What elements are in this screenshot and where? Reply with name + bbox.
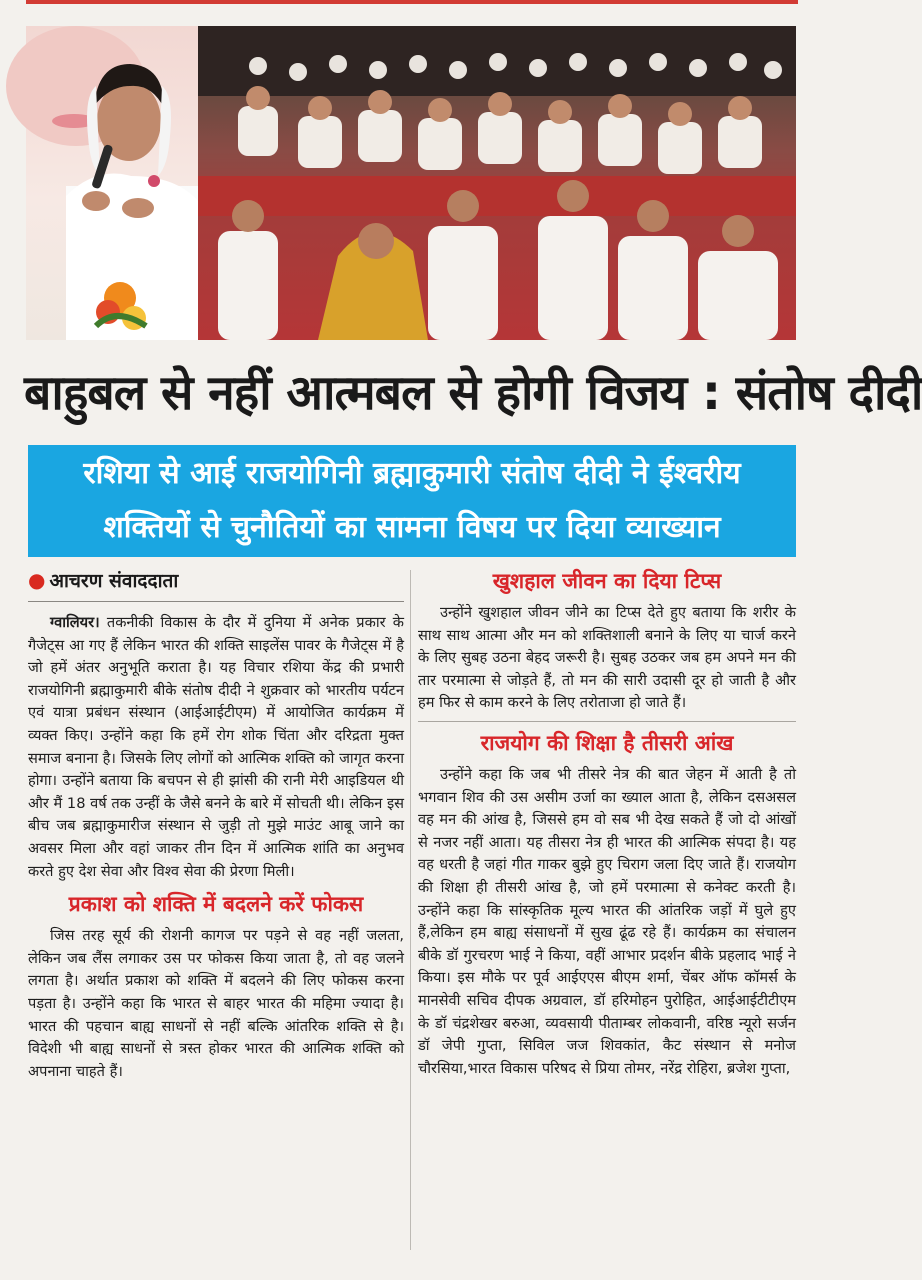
bullet-icon: ● bbox=[28, 568, 46, 592]
paragraph-text: तकनीकी विकास के दौर में दुनिया में अनेक प्रकार के गैजेट्स आ गए हैं लेकिन भारत की शक्ति साइलेंस पावर के गैजेट्स में है जो हमें अंतर अनुभूति कराता है। यह विचार रशिया केंद्र की प्रभारी राजयोगिनी ब्रह्माकुमारी बीके संतोष दीदी ने शुक्रवार को भारतीय पर्यटन एवं यात्रा प्रबंधन संस्थान (आईआईटीएम) में आयोजित कार्यक्रम में व्यक्त किए। उन्होंने कहा कि हमें रोग शोक चिंता और दरिद्रता मुक्त समाज बनाना है। जिसके लिए लोगों को आत्मिक शक्ति को जागृत करना होगा। उन्होंने बताया कि बचपन से ही झांसी की रानी मेरी आइडियल थी और मैं 18 वर्ष तक उन्हीं के जैसे बनने के बारे में सोचती थी। लेकिन इस बीच जब ब्रह्माकुमारीज संस्थान से जुड़ी तो मुझे माउंट आबू जाने का अवसर मिला और वहां जाकर तीन दिन में आत्मिक शांति का अनुभव करते हुए देश सेवा और विश्व सेवा की प्रेरणा मिली। bbox=[28, 614, 404, 880]
top-rule bbox=[26, 0, 798, 4]
byline bbox=[28, 566, 404, 602]
subheadline-line-1: रशिया से आई राजयोगिनी ब्रह्माकुमारी संतोष दीदी ने ईश्वरीय bbox=[83, 456, 741, 491]
audience-photo bbox=[198, 26, 796, 340]
right-column bbox=[418, 566, 796, 1254]
paragraph: उन्होंने खुशहाल जीवन जीने का टिप्स देते हुए बताया कि शरीर के साथ साथ आत्मा और मन को शक्तिशाली बनाने के लिए या चार्ज करने के लिए सुबह उठना बेहद जरूरी है। सुबह उठकर जब हम अपने मन की तार परमात्मा से जोड़ते हैं, तो मन की सारी उदासी दूर हो जाती है और हम फिर से काम करने के लिए तरोताजा हो जाते हैं। bbox=[418, 604, 796, 712]
subheadline-line-2: शक्तियों से चुनौतियों का सामना विषय पर दिया व्याख्यान bbox=[103, 510, 721, 545]
section-heading: खुशहाल जीवन का दिया टिप्स bbox=[492, 569, 722, 593]
headline: बाहुबल से नहीं आत्मबल से होगी विजय : संतोष दीदी bbox=[24, 365, 922, 421]
section-heading: प्रकाश को शक्ति में बदलने करें फोकस bbox=[68, 892, 364, 917]
dateline: ग्वालियर। bbox=[50, 614, 100, 631]
paragraph: जिस तरह सूर्य की रोशनी कागज पर पड़ने से वह नहीं जलता, लेकिन जब लैंस लगाकर उस पर फोकस किया जाता है, तो वह जलने लगता है। अर्थात प्रकाश को शक्ति में बदलने की लिए फोकस करना पड़ता है। उन्होंने कहा कि भारत से बाहर भारत की महिमा ज्यादा है। भारत की पहचान बाह्य साधनों से नहीं बल्कि आंतरिक शक्ति से है। विदेशी भी बाह्य साधनों से त्रस्त होकर भारत की आत्मिक शक्ति को अपनाना चाहते हैं। bbox=[28, 927, 404, 1080]
byline-text: आचरण संवाददाता bbox=[49, 570, 179, 592]
speaker-photo bbox=[26, 26, 198, 340]
column-divider bbox=[410, 570, 411, 1250]
section-heading: राजयोग की शिक्षा है तीसरी आंख bbox=[418, 721, 796, 758]
left-column bbox=[28, 566, 404, 1254]
subheadline-banner bbox=[28, 445, 796, 557]
paragraph bbox=[28, 612, 404, 883]
paragraph: उन्होंने कहा कि जब भी तीसरे नेत्र की बात जेहन में आती है तो भगवान शिव की उस असीम उर्जा का ख्याल आता है, लेकिन दसअसल वह मन की आंख है, जिससे हम वो सब भी देख सकते हैं जो दो आंखों से नजर नहीं आता। यह तीसरा नेत्र ही भारत की आत्मिक संपदा है। यह वह धरती है जहां गीत गाकर बुझे हुए चिराग जला दिए जाते हैं। राजयोग की शिक्षा ही तीसरी आंख है, जो हमें परमात्मा से कनेक्ट करती है। उन्होंने कहा कि सांस्कृतिक मूल्य भारत की आंतरिक जड़ों में घुले हुए हैं,लेकिन हम बाह्य संसाधनों में सुख ढूंढ रहे हैं। कार्यक्रम का संचालन बीके डॉ गुरचरण भाई ने किया, वहीं आभार प्रदर्शन बीके प्रहलाद भाई ने किया। इस मौके पर पूर्व आईएएस बीएम शर्मा, चेंबर ऑफ कॉमर्स के मानसेवी सचिव दीपक अग्रवाल, डॉ हरिमोहन पुरोहित, आईआईटीटीएम के डॉ चंद्रशेखर बरुआ, व्यवसायी पीताम्बर लोकवानी, वरिष्ठ न्यूरो सर्जन डॉ जेपी गुप्ता, सिविल जज शिवकांत, कैट संस्थान से मनोज चौरसिया,भारत विकास परिषद से प्रिया तोमर, नरेंद्र रोहिरा, ब्रजेश गुप्ता, bbox=[418, 765, 796, 1077]
